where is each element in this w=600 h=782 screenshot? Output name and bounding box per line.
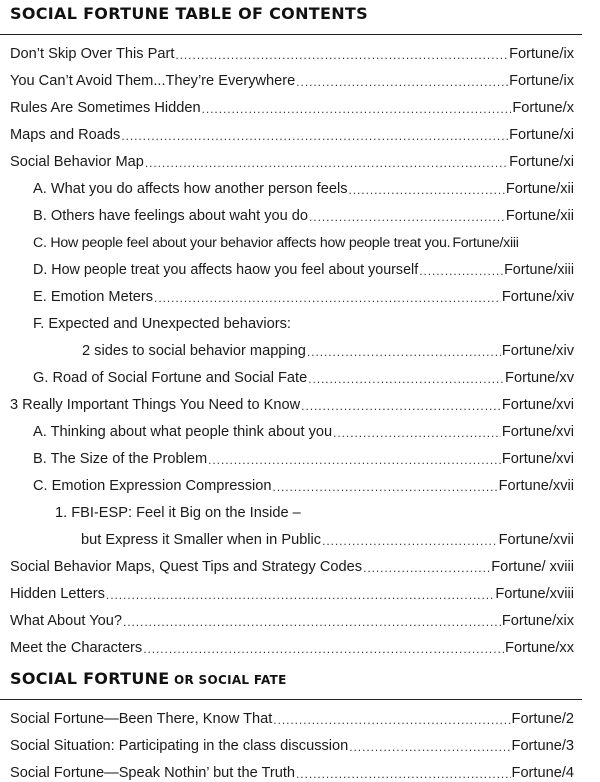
section-2-heading — [10, 669, 287, 695]
toc-entry[interactable]: A. What you do affects how another person feels . . . Fortune/xii — [0, 171, 574, 198]
toc-entry[interactable]: Hidden Letters . . . Fortune/xviii — [0, 576, 574, 603]
toc-entry[interactable]: Rules Are Sometimes Hidden . . . Fortune/x — [0, 90, 574, 117]
toc-entry[interactable]: Meet the Characters . . . Fortune/xx — [0, 630, 574, 657]
toc-entry[interactable]: C. Emotion Expression Compression . . . Fortune/xvii — [0, 468, 574, 495]
toc-entry[interactable]: G. Road of Social Fortune and Social Fate . . . Fortune/xv — [0, 360, 574, 387]
section-2-subtitle: OR SOCIAL FATE — [169, 673, 287, 687]
section-2-divider — [0, 699, 582, 700]
toc-entry[interactable]: What About You? . . . Fortune/xix — [0, 603, 574, 630]
toc-entry[interactable]: B. Others have feelings about waht you do . . . Fortune/xii — [0, 198, 574, 225]
toc-entry[interactable]: F. Expected and Unexpected behaviors: — [33, 316, 291, 332]
toc-entry[interactable]: B. The Size of the Problem . . . Fortune/xvi — [0, 441, 574, 468]
toc-entry[interactable]: A. Thinking about what people think about you . . . Fortune/xvi — [0, 414, 574, 441]
section-1-title: SOCIAL FORTUNE TABLE OF CONTENTS — [10, 4, 368, 23]
section-1-list — [0, 36, 600, 657]
toc-entry[interactable]: but Express it Smaller when in Public . . . Fortune/xvii — [0, 522, 574, 549]
toc-entry[interactable]: 2 sides to social behavior mapping . . . Fortune/xiv — [0, 333, 574, 360]
toc-entry[interactable]: You Can’t Avoid Them...They’re Everywhere . . . Fortune/ix — [0, 63, 574, 90]
section-1-divider — [0, 34, 582, 35]
toc-entry[interactable]: Social Fortune—Speak Nothin’ but the Truth . . . Fortune/4 — [0, 755, 574, 782]
toc-entry[interactable]: 3 Really Important Things You Need to Know . . . Fortune/xvi — [0, 387, 574, 414]
toc-entry[interactable]: Social Behavior Maps, Quest Tips and Strategy Codes . . . Fortune/ xviii — [0, 549, 574, 576]
toc-entry[interactable]: Don’t Skip Over This Part . . . Fortune/ix — [0, 36, 574, 63]
toc-entry[interactable]: Social Behavior Map . . . Fortune/xi — [0, 144, 574, 171]
toc-entry[interactable]: Maps and Roads . . . Fortune/xi — [0, 117, 574, 144]
section-2-title: SOCIAL FORTUNE — [10, 669, 170, 688]
toc-entry[interactable]: Social Situation: Participating in the class discussion . . . Fortune/3 — [0, 728, 574, 755]
section-1-heading — [10, 4, 368, 30]
toc-entry[interactable]: C. How people feel about your behavior affects how people treat you. Fortune/xiii — [33, 235, 519, 251]
toc-entry[interactable]: 1. FBI-ESP: Feel it Big on the Inside – — [55, 505, 301, 521]
toc-entry[interactable]: D. How people treat you affects haow you feel about yourself . . . Fortune/xiii — [0, 252, 574, 279]
section-2-list — [0, 701, 600, 782]
toc-entry[interactable]: E. Emotion Meters . . . Fortune/xiv — [0, 279, 574, 306]
toc-entry[interactable]: Social Fortune—Been There, Know That . . . Fortune/2 — [0, 701, 574, 728]
